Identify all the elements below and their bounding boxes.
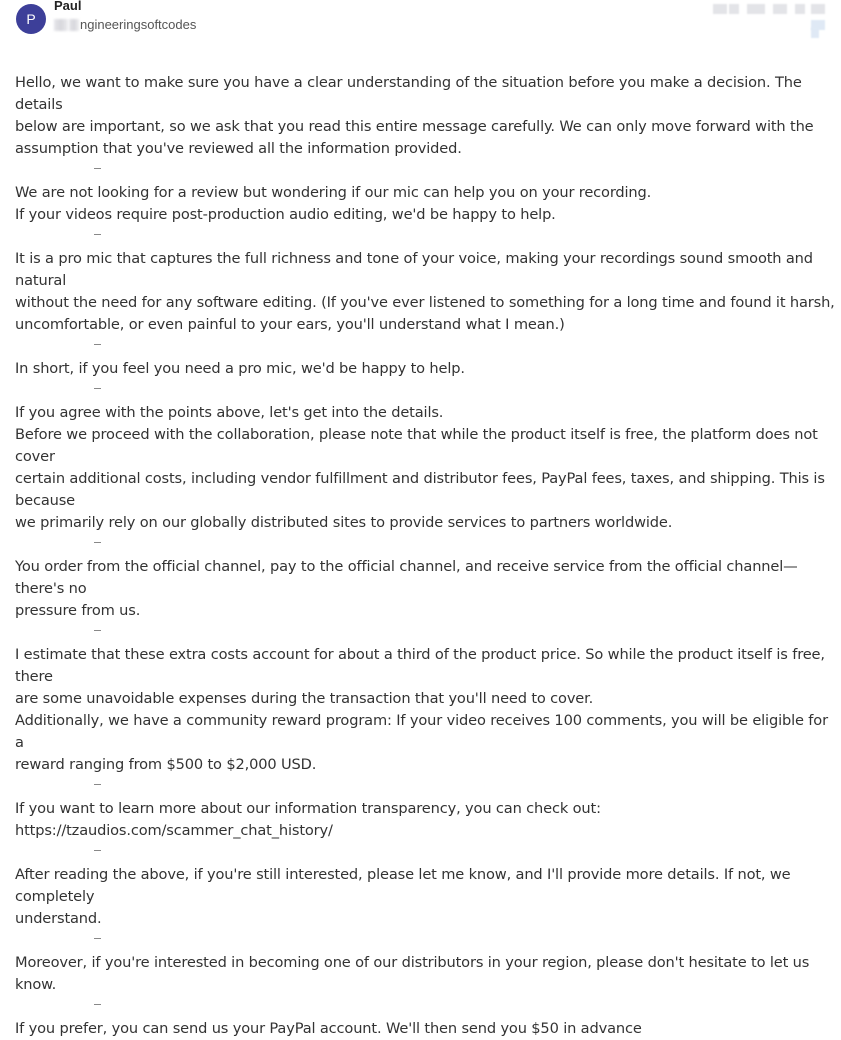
message-paragraph: Moreover, if you're interested in becoming one of our distributors in your region, please don't hesitate to let us know. xyxy=(15,954,810,993)
separator xyxy=(15,930,835,952)
separator xyxy=(15,380,835,402)
email-header xyxy=(0,0,841,60)
separator xyxy=(15,996,835,1018)
message-paragraph: It is a pro mic that captures the full richness and tone of your voice, making your recordings sound smooth and natural without the need for any software editing. (If you've ever listened to something for a long time and found it harsh, uncomfortable, or even painful to your ears, you'll understand what I mean.) xyxy=(15,250,835,333)
sender-email[interactable] xyxy=(54,17,196,32)
separator xyxy=(15,842,835,864)
separator xyxy=(15,226,835,248)
redacted-block xyxy=(69,19,79,31)
redacted-timestamp xyxy=(713,2,833,38)
message-paragraph: We are not looking for a review but wondering if our mic can help you on your recording. If your videos require post-production audio editing, we'd be happy to help. xyxy=(15,184,652,223)
separator xyxy=(15,336,835,358)
sender-avatar[interactable]: P xyxy=(16,4,46,34)
message-paragraph: I estimate that these extra costs account for about a third of the product price. So while the product itself is free, there are some unavoidable expenses during the transaction that you'll need to cover. Additionally, we have a community reward program: If your video receives 100 comments, you will be eligible for a reward ranging from $500 to $2,000 USD. xyxy=(15,646,828,773)
message-paragraph: If you want to learn more about our information transparency, you can check out: xyxy=(15,800,601,817)
separator xyxy=(15,534,835,556)
sender-name[interactable]: Paul xyxy=(54,0,82,13)
separator xyxy=(15,160,835,182)
message-paragraph: If you prefer, you can send us your PayPal account. We'll then send you $50 in advance xyxy=(15,1020,642,1037)
email-body xyxy=(15,72,835,1040)
message-paragraph: After reading the above, if you're still interested, please let me know, and I'll provide more details. If not, we completely understand. xyxy=(15,866,791,927)
transparency-link[interactable]: https://tzaudios.com/scammer_chat_history/ xyxy=(15,822,333,839)
redacted-block xyxy=(54,19,68,31)
message-paragraph: If you agree with the points above, let's get into the details. Before we proceed with the collaboration, please note that while the product itself is free, the platform does not cover certain additional costs, including vendor fulfillment and distributor fees, PayPal fees, taxes, and shipping. This is because we primarily rely on our globally distributed sites to provide services to partners worldwide. xyxy=(15,404,825,531)
separator xyxy=(15,776,835,798)
message-paragraph: Hello, we want to make sure you have a clear understanding of the situation before you make a decision. The details below are important, so we ask that you read this entire message carefully. We can only move forward with the assumption that you've reviewed all the information provided. xyxy=(15,74,814,157)
message-paragraph: In short, if you feel you need a pro mic, we'd be happy to help. xyxy=(15,360,465,377)
message-paragraph: You order from the official channel, pay to the official channel, and receive service from the official channel—there's no pressure from us. xyxy=(15,558,798,619)
sender-email-text: ngineeringsoftcodes xyxy=(80,17,197,32)
separator xyxy=(15,622,835,644)
